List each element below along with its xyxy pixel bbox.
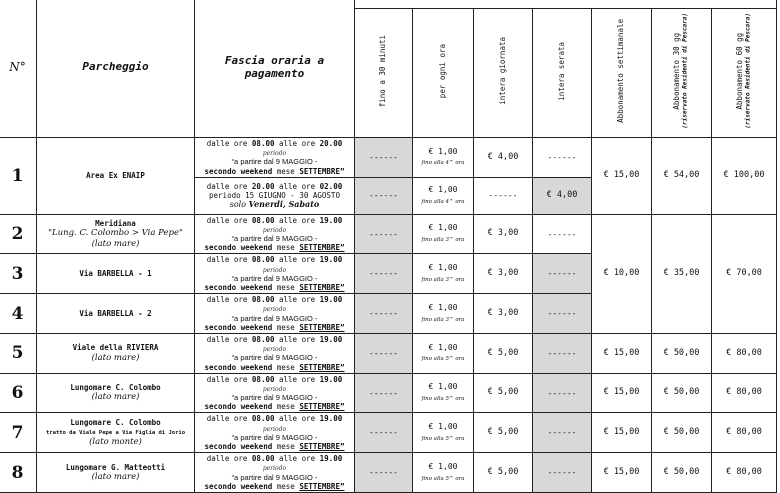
price-30min: ------	[355, 214, 413, 254]
parking-name: Area Ex ENAIP	[86, 171, 145, 181]
header-30days-title: Abbonamento 30 gg	[672, 32, 682, 110]
season-end-weekend: secondo weekend	[204, 322, 273, 332]
price-per-hour	[413, 453, 474, 493]
season-end-month: mese	[272, 322, 300, 332]
price-hour-value: € 1,00	[428, 421, 458, 431]
parking-stretch: tratto da Viale Pepe a Via Figlia di Jorio	[45, 430, 186, 437]
hours-prefix: dalle ore	[206, 139, 252, 148]
price-per-hour	[413, 138, 474, 178]
period-label: periodo	[262, 346, 287, 354]
days-list: Venerdi, Sabato	[248, 199, 320, 209]
price-30min: ------	[355, 138, 413, 178]
hours-mid: alle ore	[274, 255, 320, 265]
parking-name: Lungomare G. Matteotti	[65, 462, 166, 472]
price-per-hour	[413, 254, 474, 294]
price-weekly: € 15,00	[592, 373, 652, 413]
header-60days	[712, 9, 777, 138]
hours-cell	[195, 214, 355, 254]
header-60days-sub: (riservato Residenti di Pescara)	[744, 13, 751, 129]
price-full-day: € 5,00	[474, 333, 533, 373]
hours-prefix: dalle ore	[206, 181, 252, 191]
hours-start: 08.00	[251, 454, 275, 464]
price-evening: ------	[533, 373, 592, 413]
season-end-september: SETTEMBRE”	[299, 283, 345, 293]
header-per-hour	[413, 9, 474, 138]
season-start: “a partire dal 9 MAGGIO -	[231, 393, 318, 403]
season-end-september: SETTEMBRE”	[299, 362, 345, 372]
price-full-day: € 5,00	[474, 373, 533, 413]
hours-end: 19.00	[319, 334, 343, 344]
header-number-label: N°	[9, 59, 26, 74]
header-60days-title: Abbonamento 60 gg	[734, 32, 744, 110]
price-full-day: ------	[474, 177, 533, 214]
hours-mid: alle ore	[274, 454, 320, 464]
hours-end: 19.00	[319, 374, 343, 384]
price-hour-limit: fino alla 5^ ora	[421, 356, 465, 363]
price-per-hour	[413, 373, 474, 413]
row-number: 5	[0, 333, 37, 373]
period-label: periodo	[262, 465, 287, 473]
price-hour-limit: fino alla 5^ ora	[421, 475, 465, 482]
hours-mid: alle ore	[274, 139, 320, 148]
season-end-september: SETTEMBRE”	[299, 322, 345, 332]
period-label: periodo	[262, 425, 287, 433]
price-30days: € 35,00	[652, 214, 712, 333]
price-30min: ------	[355, 453, 413, 493]
price-weekly: € 15,00	[592, 333, 652, 373]
price-30min: ------	[355, 254, 413, 294]
price-per-hour	[413, 294, 474, 334]
season-end-weekend: secondo weekend	[204, 362, 273, 372]
table-row	[0, 138, 777, 178]
price-30days: € 50,00	[652, 333, 712, 373]
price-evening: € 4,00	[533, 177, 592, 214]
header-full-day	[474, 9, 533, 138]
table-row	[0, 373, 777, 413]
season-start: “a partire dal 9 MAGGIO -	[231, 273, 318, 283]
hours-prefix: dalle ore	[206, 255, 252, 265]
price-30min: ------	[355, 177, 413, 214]
table-row	[0, 453, 777, 493]
price-per-hour	[413, 214, 474, 254]
price-30min: ------	[355, 333, 413, 373]
row-number: 1	[0, 138, 37, 215]
price-hour-value: € 1,00	[428, 146, 458, 156]
season-start: “a partire dal 9 MAGGIO -	[231, 353, 318, 363]
price-per-hour	[413, 413, 474, 453]
period-range: periodo 15 GIUGNO - 30 AGOSTO	[209, 190, 340, 200]
hours-cell	[195, 333, 355, 373]
parking-side: (lato monte)	[89, 437, 142, 448]
header-30min-label: fino a 30 minuti	[378, 34, 388, 108]
season-end-september: SETTEMBRE”	[299, 243, 345, 253]
header-30days-label	[673, 13, 690, 129]
row-number: 4	[0, 294, 37, 334]
row-number: 8	[0, 453, 37, 493]
header-evening-label: intera serata	[556, 41, 566, 101]
hours-cell	[195, 453, 355, 493]
parking-name-cell	[37, 373, 195, 413]
parking-name-sub: "Lung. C. Colombo > Via Pepe"	[48, 228, 183, 239]
header-number	[0, 0, 37, 138]
table-row	[0, 214, 777, 254]
price-evening: ------	[533, 413, 592, 453]
price-per-hour	[413, 177, 474, 214]
hours-mid: alle ore	[274, 295, 320, 305]
season-end-month: mese	[272, 283, 300, 293]
price-weekly: € 15,00	[592, 453, 652, 493]
days-prefix: solo	[229, 200, 249, 209]
parking-name-cell	[37, 138, 195, 215]
row-number: 3	[0, 254, 37, 294]
price-evening: ------	[533, 294, 592, 334]
parking-name-cell	[37, 254, 195, 294]
header-30days-sub: (riservato Residenti di Pescara)	[681, 13, 689, 129]
price-hour-limit: fino alla 5^ ora	[421, 435, 465, 442]
hours-mid: alle ore	[274, 374, 320, 384]
price-hour-value: € 1,00	[428, 184, 458, 194]
price-full-day: € 5,00	[474, 413, 533, 453]
season-start: “a partire dal 9 MAGGIO -	[231, 313, 318, 323]
header-weekly	[592, 9, 652, 138]
hours-cell	[195, 294, 355, 334]
header-per-hour-label: per ogni ora	[437, 43, 447, 99]
price-evening: ------	[533, 138, 592, 178]
parking-side: (lato mare)	[91, 471, 140, 482]
price-evening: ------	[533, 333, 592, 373]
price-weekly: € 15,00	[592, 413, 652, 453]
price-60days: € 100,00	[712, 138, 777, 215]
season-end-month: mese	[272, 243, 300, 253]
price-weekly: € 15,00	[592, 138, 652, 215]
price-hour-value: € 1,00	[428, 263, 458, 273]
hours-mid: alle ore	[274, 334, 320, 344]
period-label: periodo	[262, 266, 287, 274]
price-hour-limit: fino alla 3^ ora	[421, 316, 465, 323]
hours-cell	[195, 177, 355, 214]
header-evening	[533, 9, 592, 138]
season-end-weekend: secondo weekend	[204, 243, 273, 253]
hours-end: 19.00	[319, 414, 343, 424]
season-end-month: mese	[272, 362, 300, 372]
price-per-hour	[413, 333, 474, 373]
price-hour-limit: fino alla 5^ ora	[421, 396, 465, 403]
parking-name: Lungomare C. Colombo	[70, 383, 161, 393]
hours-prefix: dalle ore	[206, 215, 252, 225]
hours-end: 19.00	[319, 295, 343, 305]
period-label: periodo	[262, 226, 287, 234]
parking-name: Lungomare C. Colombo	[70, 417, 161, 427]
hours-mid: alle ore	[274, 215, 320, 225]
hours-start: 20.00	[251, 181, 275, 191]
parking-name-cell	[37, 413, 195, 453]
season-end-weekend: secondo weekend	[204, 283, 273, 293]
price-60days: € 80,00	[712, 453, 777, 493]
hours-cell	[195, 373, 355, 413]
header-weekly-label: Abbonamento settimanale	[616, 19, 626, 123]
period-label: periodo	[262, 150, 287, 158]
hours-end: 19.00	[319, 215, 343, 225]
parking-name-cell	[37, 453, 195, 493]
price-full-day: € 3,00	[474, 254, 533, 294]
season-end-month: mese	[272, 166, 300, 176]
season-end-september: SETTEMBRE”	[299, 442, 345, 451]
parking-name: Meridiana	[95, 218, 136, 228]
season-end-month: mese	[272, 481, 300, 491]
hours-cell	[195, 413, 355, 453]
header-parking-label: Parcheggio	[82, 60, 149, 73]
price-60days: € 70,00	[712, 214, 777, 333]
hours-prefix: dalle ore	[206, 374, 252, 384]
parking-name: Viale della RIVIERA	[72, 343, 159, 353]
parking-side: (lato mare)	[91, 352, 140, 363]
hours-prefix: dalle ore	[206, 295, 252, 305]
table-row	[0, 413, 777, 453]
parking-side: (lato mare)	[91, 238, 140, 249]
price-30min: ------	[355, 294, 413, 334]
season-start: “a partire dal 9 MAGGIO -	[231, 432, 318, 442]
header-hours	[195, 0, 355, 138]
parking-name: Via BARBELLA - 1	[79, 269, 152, 279]
season-end-weekend: secondo weekend	[204, 442, 273, 451]
price-evening: ------	[533, 214, 592, 254]
hours-end: 19.00	[319, 255, 343, 265]
price-30min: ------	[355, 413, 413, 453]
price-evening: ------	[533, 254, 592, 294]
price-30days: € 50,00	[652, 373, 712, 413]
price-hour-limit: fino alla 4^ ora	[421, 160, 465, 167]
season-end-september: SETTEMBRE”	[299, 481, 345, 491]
price-hour-value: € 1,00	[428, 302, 458, 312]
price-evening: ------	[533, 453, 592, 493]
header-30min	[355, 9, 413, 138]
price-full-day: € 3,00	[474, 214, 533, 254]
header-60days-label	[736, 13, 753, 129]
price-hour-value: € 1,00	[428, 382, 458, 392]
hours-mid: alle ore	[274, 181, 320, 191]
header-parking	[37, 0, 195, 138]
hours-start: 08.00	[251, 139, 275, 148]
price-60days: € 80,00	[712, 413, 777, 453]
season-end-weekend: secondo weekend	[204, 166, 273, 176]
price-full-day: € 3,00	[474, 294, 533, 334]
price-hour-limit: fino alla 4^ ora	[421, 198, 465, 205]
header-full-day-label: intera giornata	[497, 37, 507, 105]
hours-end: 02.00	[319, 181, 343, 191]
season-start: “a partire dal 9 MAGGIO -	[231, 234, 318, 244]
row-number: 6	[0, 373, 37, 413]
parking-name: Via BARBELLA - 2	[79, 308, 152, 318]
hours-cell	[195, 254, 355, 294]
season-start: “a partire dal 9 MAGGIO -	[231, 472, 318, 482]
season-end-weekend: secondo weekend	[204, 402, 273, 412]
row-number: 2	[0, 214, 37, 254]
hours-start: 08.00	[251, 215, 275, 225]
header-strip-right	[355, 0, 777, 9]
price-full-day: € 4,00	[474, 138, 533, 178]
hours-start: 08.00	[251, 414, 275, 424]
row-number: 7	[0, 413, 37, 453]
header-30days	[652, 9, 712, 138]
parking-name-cell	[37, 333, 195, 373]
header-hours-label: Fascia oraria a pagamento	[224, 53, 325, 80]
season-end-month: mese	[272, 442, 300, 451]
price-hour-limit: fino alla 3^ ora	[421, 237, 465, 244]
price-30days: € 54,00	[652, 138, 712, 215]
parking-side: (lato mare)	[91, 392, 140, 403]
parking-name-cell	[37, 214, 195, 254]
price-30days: € 50,00	[652, 453, 712, 493]
price-60days: € 80,00	[712, 373, 777, 413]
season-end-september: SETTEMBRE”	[299, 166, 345, 176]
header-top-strip	[0, 0, 777, 9]
hours-start: 08.00	[251, 255, 275, 265]
table-row	[0, 333, 777, 373]
price-30min: ------	[355, 373, 413, 413]
parking-name-cell	[37, 294, 195, 334]
price-full-day: € 5,00	[474, 453, 533, 493]
season-end-september: SETTEMBRE”	[299, 402, 345, 412]
hours-prefix: dalle ore	[206, 454, 252, 464]
price-hour-value: € 1,00	[428, 223, 458, 233]
hours-prefix: dalle ore	[206, 414, 252, 424]
hours-start: 08.00	[251, 374, 275, 384]
season-end-month: mese	[272, 402, 300, 412]
period-label: periodo	[262, 385, 287, 393]
price-hour-value: € 1,00	[428, 342, 458, 352]
price-hour-limit: fino alla 3^ ora	[421, 276, 465, 283]
season-end-weekend: secondo weekend	[204, 481, 273, 491]
hours-start: 08.00	[251, 295, 275, 305]
price-60days: € 80,00	[712, 333, 777, 373]
price-weekly: € 10,00	[592, 214, 652, 333]
hours-start: 08.00	[251, 334, 275, 344]
hours-end: 20.00	[319, 139, 343, 148]
period-label: periodo	[262, 306, 287, 314]
hours-end: 19.00	[319, 454, 343, 464]
season-start: “a partire dal 9 MAGGIO -	[231, 157, 318, 167]
hours-mid: alle ore	[274, 414, 320, 424]
hours-prefix: dalle ore	[206, 334, 252, 344]
price-hour-value: € 1,00	[428, 461, 458, 471]
hours-cell	[195, 138, 355, 178]
price-30days: € 50,00	[652, 413, 712, 453]
